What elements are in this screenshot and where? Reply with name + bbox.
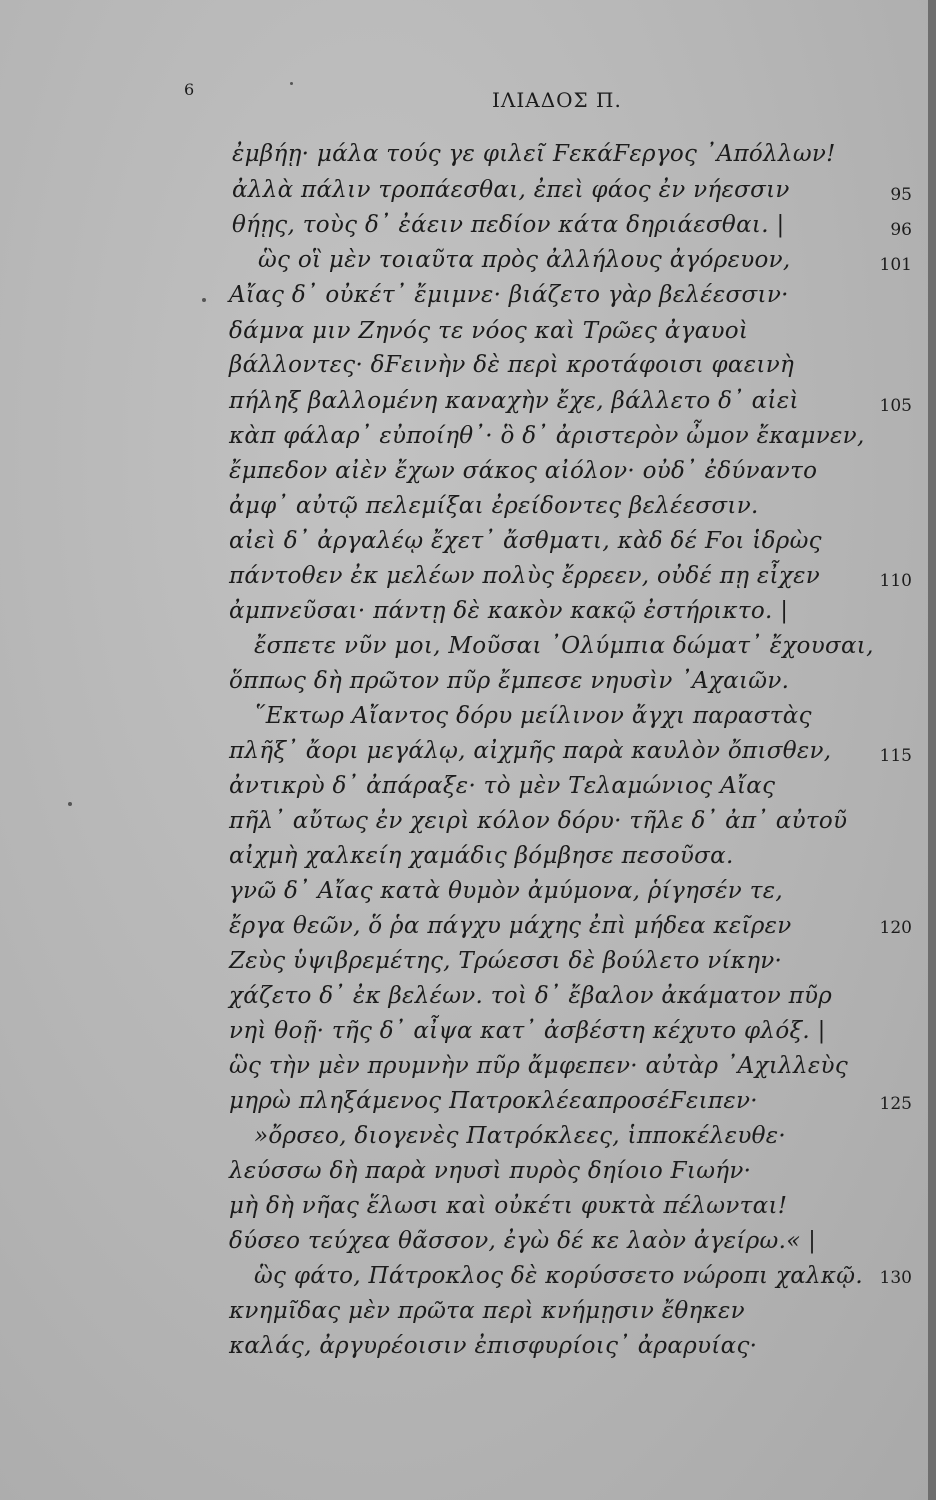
verse-line: γνῶ δ᾿ Αἴας κατὰ θυμὸν ἀμύμονα, ῥίγησέν τε, bbox=[229, 878, 783, 904]
verse-line: βάλλοντες· δϜεινὴν δὲ περὶ κροτάφοισι φαεινὴ bbox=[229, 352, 795, 378]
verse-line: ἀμφ᾿ αὐτῷ πελεμίξαι ἐρείδοντες βελέεσσιν. bbox=[229, 493, 759, 519]
verse-line: ἀλλὰ πάλιν τροπάεσθαι, ἐπεὶ φάος ἐν νήεσσιν bbox=[232, 177, 790, 203]
verse-line: θήῃς, τοὺς δ᾿ ἐάειν πεδίον κάτα δηριάεσθαι. | bbox=[232, 212, 785, 238]
verse-line: δάμνα μιν Ζηνός τε νόος καὶ Τρῶες ἀγαυοὶ bbox=[229, 318, 749, 344]
verse-line: λεύσσω δὴ παρὰ νηυσὶ πυρὸς δηίοιο Ϝιωήν· bbox=[229, 1158, 752, 1184]
verse-line: μὴ δὴ νῆας ἕλωσι καὶ οὐκέτι φυκτὰ πέλωνται! bbox=[229, 1193, 788, 1219]
verse-line: καλάς, ἀργυρέοισιν ἐπισφυρίοις᾿ ἀραρυίας· bbox=[229, 1333, 758, 1359]
page-edge bbox=[928, 0, 936, 1500]
verse-line: Αἴας δ᾿ οὐκέτ᾿ ἔμιμνε· βιάζετο γὰρ βελέεσσιν· bbox=[229, 282, 789, 308]
print-speck bbox=[202, 298, 206, 302]
verse-line: μηρὼ πληξάμενος ΠατροκλέεαπροσέϜειπεν· bbox=[229, 1088, 758, 1114]
line-number: 95 bbox=[890, 185, 912, 205]
verse-line: ὣς οἳ μὲν τοιαῦτα πρὸς ἀλλήλους ἀγόρευον, bbox=[258, 247, 791, 273]
verse-line: ὅππως δὴ πρῶτον πῦρ ἔμπεσε νηυσὶν ᾿Αχαιῶν. bbox=[229, 668, 790, 694]
verse-line: πήληξ βαλλομένη καναχὴν ἔχε, βάλλετο δ᾿ αἰεὶ bbox=[229, 388, 799, 414]
page-number: 6 bbox=[184, 80, 195, 99]
verse-line: ὣς τὴν μὲν πρυμνὴν πῦρ ἄμφεπεν· αὐτὰρ ᾿Αχιλλεὺς bbox=[229, 1053, 848, 1079]
verse-line: κὰπ φάλαρ᾿ εὐποίηθ᾿· ὃ δ᾿ ἀριστερὸν ὦμον ἔκαμνεν, bbox=[229, 423, 865, 449]
line-number: 105 bbox=[879, 396, 912, 416]
verse-line: ῞Εκτωρ Αἴαντος δόρυ μείλινον ἄγχι παραστὰς bbox=[254, 703, 812, 729]
print-speck bbox=[290, 82, 293, 85]
verse-line: ἔμπεδον αἰὲν ἔχων σάκος αἰόλον· οὐδ᾿ ἐδύναντο bbox=[229, 458, 818, 484]
print-speck bbox=[68, 802, 72, 806]
verse-line: νηὶ θοῇ· τῆς δ᾿ αἶψα κατ᾿ ἀσβέστη κέχυτο φλόξ. | bbox=[229, 1018, 826, 1044]
verse-line: χάζετο δ᾿ ἐκ βελέων. τοὶ δ᾿ ἔβαλον ἀκάματον πῦρ bbox=[229, 983, 833, 1009]
verse-line: ἔσπετε νῦν μοι, Μοῦσαι ᾿Ολύμπια δώματ᾿ ἔχουσαι, bbox=[254, 633, 874, 659]
line-number: 101 bbox=[879, 255, 912, 275]
verse-line: ὣς φάτο, Πάτροκλος δὲ κορύσσετο νώροπι χαλκῷ. bbox=[254, 1263, 863, 1289]
verse-line: ἀντικρὺ δ᾿ ἀπάραξε· τὸ μὲν Τελαμώνιος Αἴας bbox=[229, 773, 776, 799]
verse-line: ἐμβήῃ· μάλα τούς γε φιλεῖ ϜεκάϜεργος ᾿Απόλλων! bbox=[232, 141, 836, 167]
line-number: 130 bbox=[879, 1268, 912, 1288]
verse-line: ἔργα θεῶν, ὅ ῥα πάγχυ μάχης ἐπὶ μήδεα κεῖρεν bbox=[229, 913, 792, 939]
line-number: 120 bbox=[879, 918, 912, 938]
line-number: 115 bbox=[879, 746, 912, 766]
verse-line: αἰχμὴ χαλκείη χαμάδις βόμβησε πεσοῦσα. bbox=[229, 843, 734, 869]
verse-line: δύσεο τεύχεα θᾶσσον, ἐγὼ δέ κε λαὸν ἀγείρω.« | bbox=[229, 1228, 817, 1254]
verse-line: πῆλ᾿ αὔτως ἐν χειρὶ κόλον δόρυ· τῆλε δ᾿ ἀπ᾿ αὐτοῦ bbox=[229, 808, 848, 834]
running-title: ΙΛΙΑΔΟΣ Π. bbox=[492, 88, 622, 112]
line-number: 110 bbox=[879, 571, 912, 591]
verse-line: πλῆξ᾿ ἄορι μεγάλῳ, αἰχμῆς παρὰ καυλὸν ὄπισθεν, bbox=[229, 738, 832, 764]
verse-line: αἰεὶ δ᾿ ἀργαλέῳ ἔχετ᾿ ἄσθματι, κὰδ δέ Ϝοι ἱδρὼς bbox=[229, 528, 822, 554]
verse-line: πάντοθεν ἐκ μελέων πολὺς ἔρρεεν, οὐδέ πῃ εἶχεν bbox=[229, 563, 821, 589]
verse-line: κνημῖδας μὲν πρῶτα περὶ κνήμῃσιν ἔθηκεν bbox=[229, 1298, 745, 1324]
verse-line: Ζεὺς ὑψιβρεμέτης, Τρώεσσι δὲ βούλετο νίκην· bbox=[229, 948, 783, 974]
verse-line: ἀμπνεῦσαι· πάντῃ δὲ κακὸν κακῷ ἐστήρικτο. | bbox=[229, 598, 789, 624]
line-number: 96 bbox=[890, 220, 912, 240]
verse-line: »ὄρσεο, διογενὲς Πατρόκλεες, ἱπποκέλευθε· bbox=[254, 1123, 787, 1149]
line-number: 125 bbox=[879, 1094, 912, 1114]
